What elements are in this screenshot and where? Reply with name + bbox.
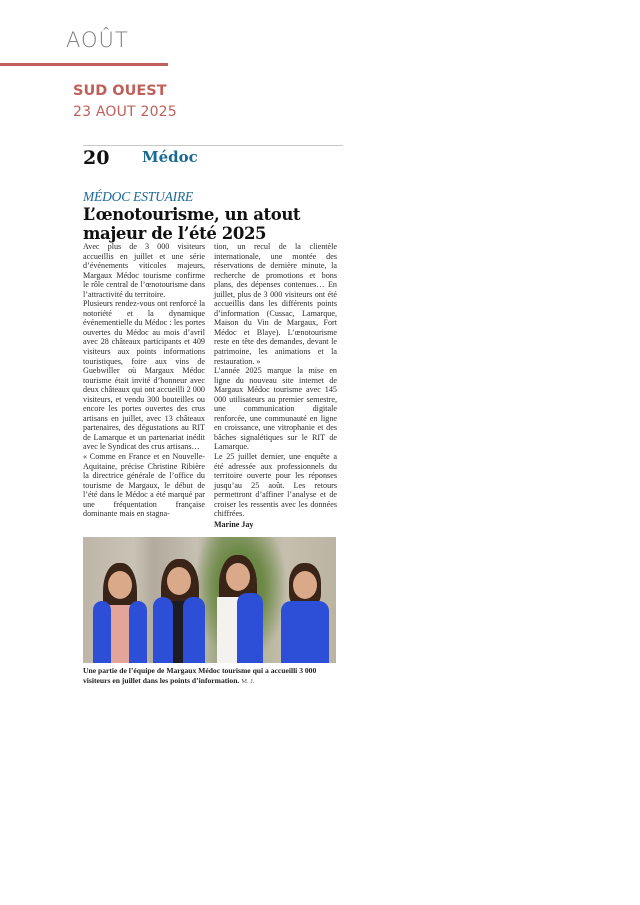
paragraph: Plusieurs rendez-vous ont renforcé la notoriété et la dynamique événementielle du Médoc : les portes ouvertes du Médoc au mois d’avril avec 28 châteaux participants et 409 visiteurs aux points informations touristiques, foire aux vins de Guebwiller où Margaux Médoc tourisme était invité d’honneur avec deux châteaux qui ont accueilli 2 000 visiteurs, et vendu 300 bouteilles ou encore les portes ouvertes des crus artisans en juillet, avec 13 châteaux partenaires, des dégustations au RIT de Lamarque et un partenariat inédit avec le Syndicat des crus artisans…	[83, 299, 205, 452]
paragraph: Le 25 juillet dernier, une enquête a été adressée aux professionnels du territoire ouverte pour les réponses jusqu’au 25 août. Les retours permettront d’affiner l’analyse et de croiser les ressentis avec les données chiffrées.	[214, 452, 337, 519]
article-column-2	[214, 242, 337, 529]
article-byline: Marine Jay	[214, 519, 254, 529]
person-figure	[277, 563, 333, 663]
person-figure	[149, 559, 209, 663]
section-name: Médoc	[142, 148, 198, 166]
paragraph: « Comme en France et en Nouvelle-Aquitaine, précise Christine Ribière la directrice générale de l’office du tourisme de Margaux, le début de l’été dans le Médoc a été marqué par une fréquentation française dominante mais en stagna-	[83, 452, 205, 519]
caption-text: Une partie de l’équipe de Margaux Médoc tourisme qui a accueilli 3 000 visiteurs en juillet dans les points d’information.	[83, 666, 317, 685]
page-number: 20	[83, 147, 110, 169]
paragraph: tion, un recul de la clientèle internationale, une montée des réservations de dernière minute, la recherche de promotions et bons plans, des dépenses contenues… En juillet, plus de 3 000 visiteurs ont été accueillis dans les différents points d’information (Cussac, Lamarque, Maison du Vin de Margaux, Fort Médoc et Blaye). L’œnotourisme reste en tête des demandes, devant le patrimoine, les animations et la restauration. »	[214, 242, 337, 366]
press-date: 23 AOUT 2025	[73, 104, 177, 120]
photo-caption	[83, 666, 339, 687]
article-column-1	[83, 242, 205, 519]
photo-credit: M. J.	[241, 678, 255, 685]
headline-line-1: L’œnotourisme, un atout	[83, 205, 301, 224]
article-kicker: MÉDOC ESTUAIRE	[83, 189, 194, 204]
paragraph: L’année 2025 marque la mise en ligne du nouveau site internet de Margaux Médoc tourisme avec 145 000 utilisateurs au premier semestre, une communication digitale renforcée, une communauté en ligne en croissance, une vitrophanie et des bâches signalétiques sur le RIT de Lamarque.	[214, 366, 337, 452]
page-rule	[83, 145, 343, 146]
article-headline	[83, 205, 343, 243]
month-heading: AOÛT	[66, 28, 129, 52]
press-source: SUD OUEST	[73, 83, 167, 99]
person-figure	[207, 555, 269, 663]
person-figure	[91, 563, 149, 663]
paragraph: Avec plus de 3 000 visiteurs accueillis en juillet et une série d’événements viticoles majeurs, Margaux Médoc tourisme confirme le rôle central de l’œnotourisme dans l’attractivité du territoire.	[83, 242, 205, 299]
headline-line-2: majeur de l’été 2025	[83, 224, 267, 243]
team-photo	[83, 537, 336, 663]
accent-rule	[0, 63, 168, 66]
